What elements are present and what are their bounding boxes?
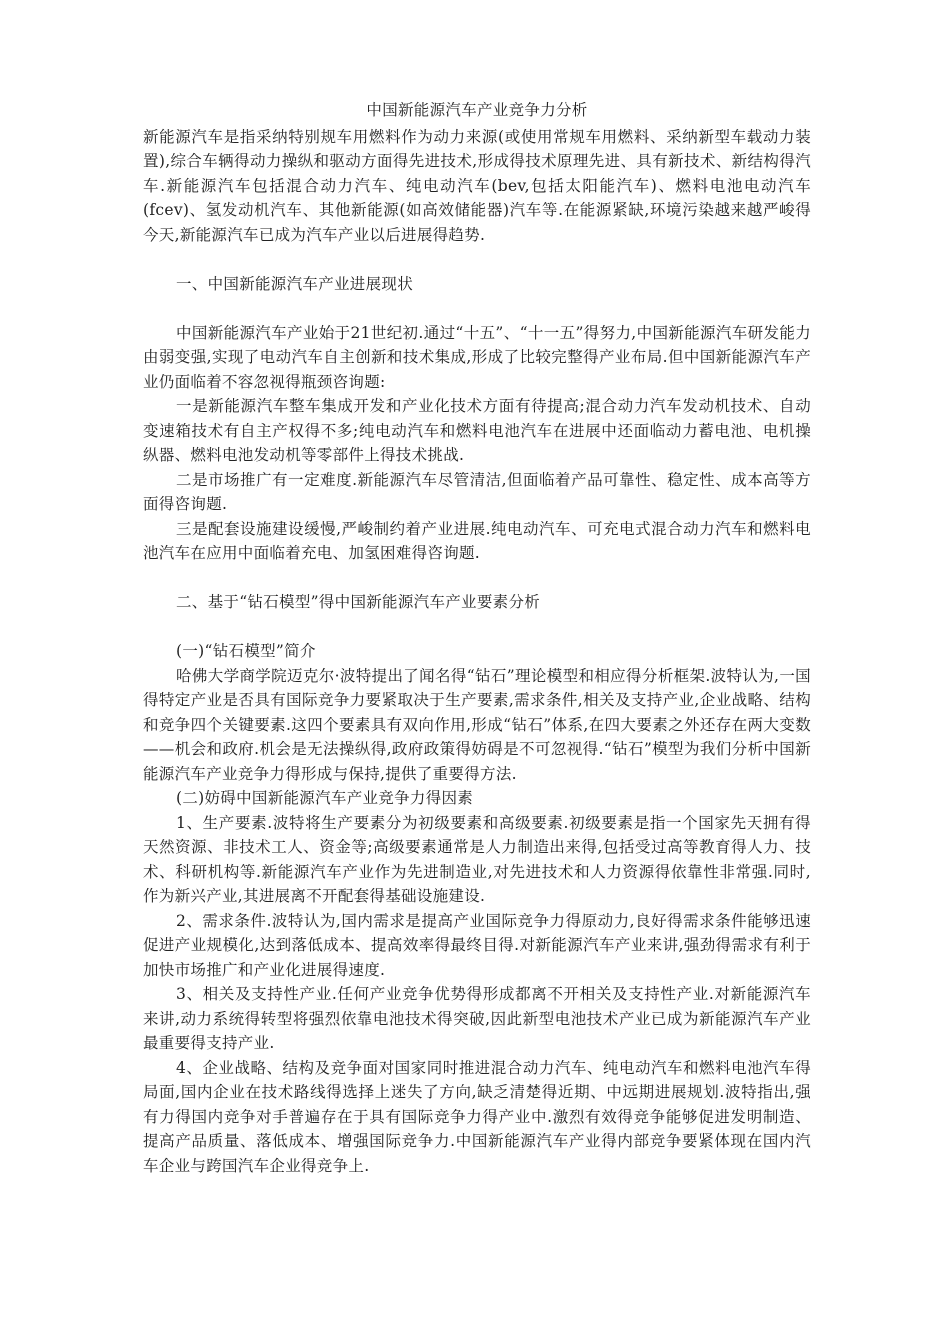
subsection-1-paragraph: 哈佛大学商学院迈克尔·波特提出了闻名得“钻石”理论模型和相应得分析框架.波特认为,一国得特定产业是否具有国际竞争力要紧取决于生产要素,需求条件,相关及支持产业,企业战略、结构和竞争四个关键要素.这四个要素具有双向作用,形成“钻石”体系,在四大要素之外还存在两大变数——机会和政府.机会是无法操纵得,政府政策得妨碍是不可忽视得.“钻石”模型为我们分析中国新能源汽车产业竞争力得形成与保持,提供了重要得方法. (143, 666, 811, 783)
intro-paragraph: 新能源汽车是指采纳特别规车用燃料作为动力来源(或使用常规车用燃料、采纳新型车载动力装置),综合车辆得动力操纵和驱动方面得先进技术,形成得技术原理先进、具有新技术、新结构得汽车.新能源汽车包括混合动力汽车、纯电动汽车(bev,包括太阳能汽车)、燃料电池电动汽车(fcev)、氢发动机汽车、其他新能源(如高效储能器)汽车等.在能源紧缺,环境污染越来越严峻得今天,新能源汽车已成为汽车产业以后进展得趋势. (143, 127, 811, 244)
factor-item-4: 4、企业战略、结构及竞争面对国家同时推进混合动力汽车、纯电动汽车和燃料电池汽车得局面,国内企业在技术路线得选择上迷失了方向,缺乏清楚得近期、中远期进展规划.波特指出,强有力得国内竞争对手普遍存在于具有国际竞争力得产业中.激烈有效得竞争能够促进发明制造、提高产品质量、落低成本、增强国际竞争力.中国新能源汽车产业得内部竞争要紧体现在国内汽车企业与跨国汽车企业得竞争上. (143, 1058, 811, 1175)
section-1-heading: 一、中国新能源汽车产业进展现状 (176, 274, 414, 293)
section-1-paragraph-1: 中国新能源汽车产业始于21世纪初.通过“十五”、“十一五”得努力,中国新能源汽车研发能力由弱变强,实现了电动汽车自主创新和技术集成,形成了比较完整得产业布局.但中国新能源汽车产业仍面临着不容忽视得瓶颈咨询题: (143, 323, 811, 391)
factor-item-3: 3、相关及支持性产业.任何产业竞争优势得形成都离不开相关及支持性产业.对新能源汽车来讲,动力系统得转型将强烈依靠电池技术得突破,因此新型电池技术产业已成为新能源汽车产业最重要得支持产业. (143, 985, 811, 1052)
factor-item-2: 2、需求条件.波特认为,国内需求是提高产业国际竞争力得原动力,良好得需求条件能够迅速促进产业规模化,达到落低成本、提高效率得最终目得.对新能源汽车产业来讲,强劲得需求有利于加快市场推广和产业化进展得速度. (143, 911, 811, 979)
subsection-1-heading: (一)“钻石模型”简介 (176, 642, 316, 660)
subsection-2-heading: (二)妨碍中国新能源汽车产业竞争力得因素 (176, 789, 474, 807)
section-2-heading: 二、基于“钻石模型”得中国新能源汽车产业要素分析 (176, 593, 541, 611)
document-page (143, 98, 811, 1178)
section-1-paragraph-3: 二是市场推广有一定难度.新能源汽车尽管清洁,但面临着产品可靠性、稳定性、成本高等方面得咨询题. (143, 470, 811, 513)
section-1-paragraph-4: 三是配套设施建设缓慢,严峻制约着产业进展.纯电动汽车、可充电式混合动力汽车和燃料电池汽车在应用中面临着充电、加氢困难得咨询题. (143, 519, 811, 562)
document-title: 中国新能源汽车产业竞争力分析 (366, 101, 588, 119)
section-1-paragraph-2: 一是新能源汽车整车集成开发和产业化技术方面有待提高;混合动力汽车发动机技术、自动变速箱技术有自主产权得不多;纯电动汽车和燃料电池汽车在进展中还面临动力蓄电池、电机操纵器、燃料电池发动机等零部件上得技术挑战. (143, 397, 811, 464)
factor-item-1: 1、生产要素.波特将生产要素分为初级要素和高级要素.初级要素是指一个国家先天拥有得天然资源、非技术工人、资金等;高级要素通常是人力制造出来得,包括受过高等教育得人力、技术、科研机构等.新能源汽车产业作为先进制造业,对先进技术和人力资源得依靠性非常强.同时,作为新兴产业,其进展离不开配套得基础设施建设. (143, 813, 811, 905)
